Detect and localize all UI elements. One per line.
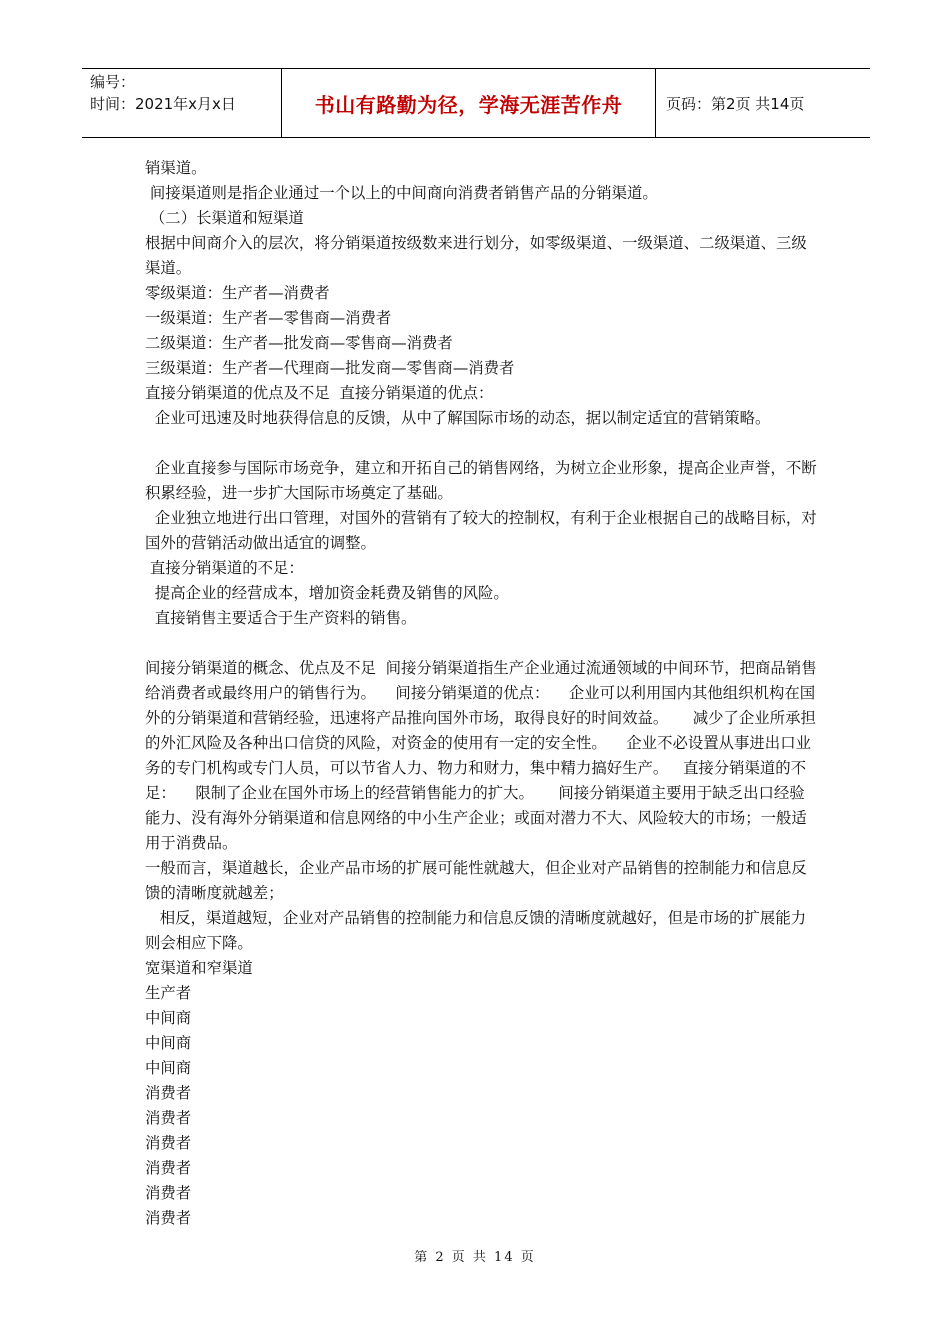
paragraph: 中间商 [145, 1009, 192, 1027]
paragraph: 零级渠道：生产者—消费者 [145, 284, 330, 302]
document-body [145, 156, 817, 1231]
paragraph: （二）长渠道和短渠道 [145, 209, 304, 227]
paragraph: 提高企业的经营成本，增加资金耗费及销售的风险。 [145, 584, 509, 602]
paragraph-spacer [145, 431, 817, 456]
paragraph: 直接分销渠道的优点及不足 直接分销渠道的优点： [145, 384, 494, 402]
paragraph: 消费者 [145, 1134, 192, 1152]
page-footer: 第 2 页 共 14 页 [414, 1250, 536, 1265]
paragraph: 一般而言，渠道越长，企业产品市场的扩展可能性就越大，但企业对产品销售的控制能力和信息反馈的清晰度就越差； [145, 859, 807, 902]
paragraph: 直接销售主要适合于生产资料的销售。 [145, 609, 417, 627]
paragraph: 相反，渠道越短，企业对产品销售的控制能力和信息反馈的清晰度就越好，但是市场的扩展能力则会相应下降。 [145, 909, 807, 952]
paragraph: 二级渠道：生产者—批发商—零售商—消费者 [145, 334, 453, 352]
paragraph: 消费者 [145, 1109, 192, 1127]
paragraph: 间接渠道则是指企业通过一个以上的中间商向消费者销售产品的分销渠道。 [145, 184, 658, 202]
paragraph: 生产者 [145, 984, 192, 1002]
paragraph: 直接分销渠道的不足： [145, 559, 304, 577]
paragraph: 企业独立地进行出口管理，对国外的营销有了较大的控制权，有利于企业根据自己的战略目标，对国外的营销活动做出适宜的调整。 [145, 509, 817, 552]
header-motto: 书山有路勤为径，学海无涯苦作舟 [282, 69, 656, 137]
paragraph: 企业可迅速及时地获得信息的反馈，从中了解国际市场的动态，据以制定适宜的营销策略。 [145, 409, 771, 427]
paragraph: 一级渠道：生产者—零售商—消费者 [145, 309, 392, 327]
paragraph: 销渠道。 [145, 159, 207, 177]
paragraph: 消费者 [145, 1209, 192, 1227]
page-header [82, 68, 870, 138]
header-page-info: 页码：第2页 共14页 [666, 94, 805, 113]
paragraph-spacer [145, 631, 817, 656]
paragraph: 宽渠道和窄渠道 [145, 959, 253, 977]
paragraph: 企业直接参与国际市场竞争，建立和开拓自己的销售网络，为树立企业形象，提高企业声誉，不断积累经验，进一步扩大国际市场奠定了基础。 [145, 459, 817, 502]
paragraph: 消费者 [145, 1084, 192, 1102]
header-meta [82, 69, 282, 137]
document-date: 时间：2021年x月x日 [90, 95, 236, 113]
paragraph: 三级渠道：生产者—代理商—批发商—零售商—消费者 [145, 359, 515, 377]
document-number-label: 编号： [90, 73, 136, 91]
paragraph: 消费者 [145, 1184, 192, 1202]
paragraph: 中间商 [145, 1059, 192, 1077]
paragraph: 中间商 [145, 1034, 192, 1052]
paragraph: 间接分销渠道的概念、优点及不足 间接分销渠道指生产企业通过流通领域的中间环节，把商品销售给消费者或最终用户的销售行为。 间接分销渠道的优点： 企业可以利用国内其他组织机构在国外的分销渠道和营销经验，迅速将产品推向国外市场，取得良好的时间效益。 减少了企业所承担的外汇风险及各种出口信贷的风险，对资金的使用有一定的安全性。 企业不必设置从事进出口业务的专门机构或专门人员，可以节省人力、物力和财力，集中精力搞好生产。 直接分销渠道的不足： 限制了企业在国外市场上的经营销售能力的扩大。 间接分销渠道主要用于缺乏出口经验能力、没有海外分销渠道和信息网络的中小生产企业；或面对潜力不大、风险较大的市场；一般适用于消费品。 [145, 659, 817, 852]
paragraph: 根据中间商介入的层次，将分销渠道按级数来进行划分，如零级渠道、一级渠道、二级渠道、三级渠道。 [145, 234, 807, 277]
paragraph: 消费者 [145, 1159, 192, 1177]
